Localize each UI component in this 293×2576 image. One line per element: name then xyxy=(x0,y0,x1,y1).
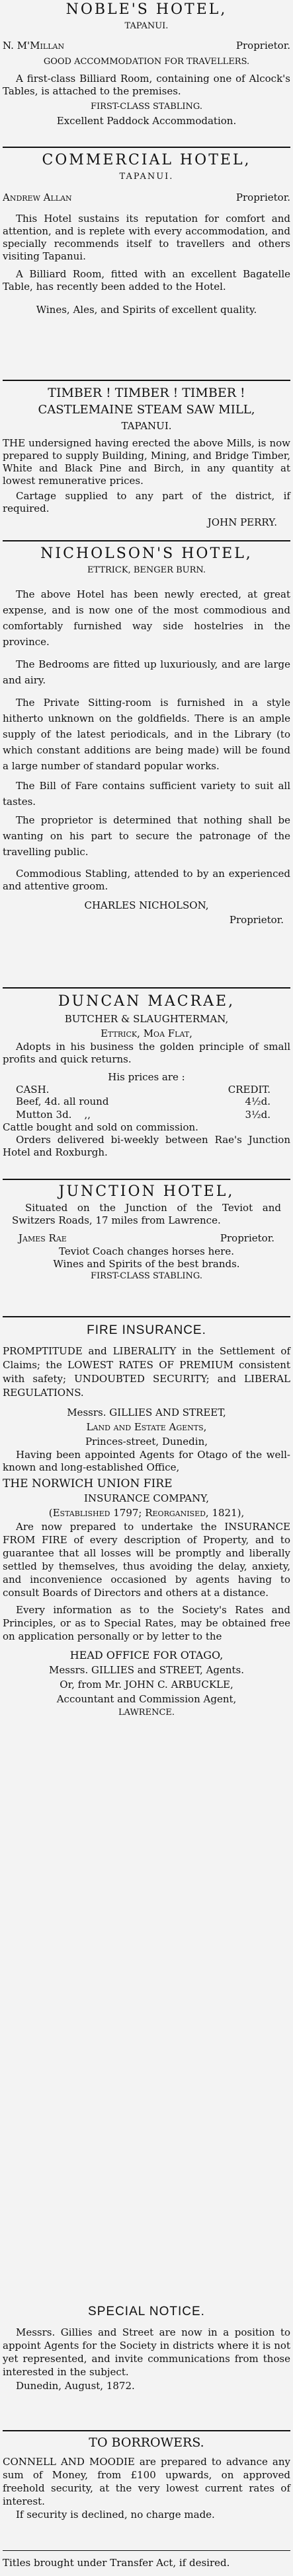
nicholson-p4: The Bill of Fare contains sufficient variety to suit all tastes. xyxy=(3,780,290,808)
special-date: Dunedin, August, 1872. xyxy=(16,2380,135,2392)
divider xyxy=(3,380,290,381)
commercial-hotel-place: TAPANUI. xyxy=(119,172,174,182)
special-header: SPECIAL NOTICE. xyxy=(88,2305,205,2318)
junction-hotel-ad xyxy=(3,1182,290,1282)
borrowers-titles-ad xyxy=(3,2556,290,2570)
fire-arbuckle: Or, from Mr. JOHN C. ARBUCKLE, xyxy=(60,1679,233,1690)
nicholson-hotel-ad xyxy=(3,544,290,927)
nobles-tagline: GOOD ACCOMMODATION FOR TRAVELLERS. xyxy=(43,57,250,67)
fire-accountant: Accountant and Commission Agent, xyxy=(56,1693,237,1705)
fire-information: Every information as to the Society's Rates and Principles, or as to Special Rates, may be obtained free on application personally or by letter to the xyxy=(3,1604,290,1642)
fire-prepared: Are now prepared to undertake the INSURANCE FROM FIRE of every description of Property, and to guarantee that all losses will be promptly and liberally settled by themselves, thus avoiding the delay, anxiety, and inconvenience occasioned by agents having to consult Boards of Directors and others at a distance. xyxy=(3,1521,290,1599)
fire-company-name: THE NORWICH UNION FIRE xyxy=(3,1477,173,1490)
timber-mill-title: CASTLEMAINE STEAM SAW MILL, xyxy=(38,403,255,417)
timber-header: TIMBER ! TIMBER ! TIMBER ! xyxy=(48,386,245,400)
fire-agents-2: Messrs. GILLIES and STREET, Agents. xyxy=(48,1664,245,1676)
commercial-proprietor-name: Andrew Allan xyxy=(3,191,72,203)
divider xyxy=(3,1316,290,1317)
nobles-proprietor-line xyxy=(3,38,290,53)
macrae-price-row-mutton xyxy=(3,1108,290,1121)
macrae-trade: BUTCHER & SLAUGHTERMAN, xyxy=(64,1013,229,1025)
fire-appointed: Having been appointed Agents for Otago of the well-known and long-established Office, xyxy=(3,1449,290,1473)
borrowers-ad xyxy=(3,2434,290,2521)
junction-hotel-title: JUNCTION HOTEL, xyxy=(58,1183,235,1200)
nicholson-signature: CHARLES NICHOLSON, xyxy=(84,899,209,911)
nobles-proprietor-name: N. M'Millan xyxy=(3,40,65,52)
borrowers-header: TO BORROWERS. xyxy=(89,2435,204,2450)
junction-wines: Wines and Spirits of the best brands. xyxy=(53,1258,240,1270)
divider xyxy=(3,987,290,989)
nicholson-p5: The proprietor is determined that nothing shall be wanting on his part to secure the patronage of the travelling public. xyxy=(3,814,290,858)
macrae-commission: Cattle bought and sold on commission. xyxy=(3,1121,198,1133)
macrae-butcher-ad xyxy=(3,992,290,1159)
fire-company-name-2: INSURANCE COMPANY, xyxy=(84,1492,209,1504)
junction-location: Situated on the Junction of the Teviot and Switzers Roads, 17 miles from Lawrence. xyxy=(12,1202,281,1226)
commercial-hotel-title: COMMERCIAL HOTEL, xyxy=(42,152,251,168)
divider xyxy=(3,2430,290,2431)
nobles-hotel-place: TAPANUI. xyxy=(124,21,169,31)
junction-proprietor-name: James Rae xyxy=(19,1232,67,1244)
timber-description: THE undersigned having erected the above Mills, is now prepared to supply Building, Mining, and Bridge Timber, White and Black Pine and Birch, in any quantity at lowest remunerative prices. xyxy=(3,437,290,487)
junction-proprietor-line xyxy=(3,1231,290,1245)
special-text: Messrs. Gillies and Street are now in a position to appoint Agents for the Society in districts where it is not yet represented, and invite communications from those interested in the subject. xyxy=(3,2326,290,2378)
nicholson-hotel-place: ETTRICK, BENGER BURN. xyxy=(87,565,206,575)
nicholson-p1: The above Hotel has been newly erected, at great expense, and is now one of the most commodious and comfortably furnished way side hostelries in the province. xyxy=(3,588,290,648)
borrowers-text: CONNELL AND MOODIE are prepared to advance any sum of Money, from £100 upwards, on approved freehold security, at the very lowest current rates of interest. xyxy=(3,2456,290,2507)
fire-established: (Established 1797; Reorganised, 1821), xyxy=(48,1507,245,1519)
commercial-hotel-ad xyxy=(3,151,290,317)
macrae-principle: Adopts in his business the golden principle of small profits and quick returns. xyxy=(3,1041,290,1065)
macrae-title: DUNCAN MACRAE, xyxy=(58,993,235,1010)
junction-proprietor-title: Proprietor. xyxy=(220,1232,274,1244)
borrowers-declined: If security is declined, no charge made. xyxy=(16,2509,215,2521)
nobles-hotel-ad xyxy=(3,0,290,128)
commercial-wines: Wines, Ales, and Spirits of excellent quality. xyxy=(36,304,257,316)
macrae-price-row-beef xyxy=(3,1095,290,1108)
nobles-hotel-title: NOBLE'S HOTEL, xyxy=(65,1,228,18)
commercial-proprietor-line xyxy=(3,190,290,205)
timber-ad xyxy=(3,384,290,530)
macrae-col-cash: CASH. xyxy=(16,1084,50,1096)
fire-street: Princes-street, Dunedin, xyxy=(85,1436,208,1447)
timber-signature: JOHN PERRY. xyxy=(207,516,277,528)
macrae-col-credit: CREDIT. xyxy=(228,1084,271,1096)
commercial-billiard-text: A Billiard Room, fitted with an excellent Bagatelle Table, has recently been added to the Hotel. xyxy=(3,268,290,293)
junction-stabling: FIRST-CLASS STABLING. xyxy=(91,1271,202,1281)
timber-place: TAPANUI. xyxy=(121,420,172,432)
nobles-billiard-text: A first-class Billiard Room, containing one of Alcock's Tables, is attached to the premises. xyxy=(3,73,290,97)
commercial-description: This Hotel sustains its reputation for comfort and attention, and is replete with every accommodation, and specially recommends itself to travellers and others visiting Tapanui. xyxy=(3,213,290,262)
fire-header: FIRE INSURANCE. xyxy=(87,1323,206,1337)
nobles-paddock: Excellent Paddock Accommodation. xyxy=(56,115,237,127)
macrae-mutton: Mutton 3d. ,, xyxy=(16,1109,91,1121)
divider xyxy=(3,1179,290,1180)
fire-agents-sub: Land and Estate Agents, xyxy=(86,1421,207,1433)
macrae-beef-credit: 4½d. xyxy=(245,1096,271,1107)
macrae-orders: Orders delivered bi-weekly between Rae's Junction Hotel and Roxburgh. xyxy=(3,1134,290,1158)
commercial-proprietor-title: Proprietor. xyxy=(235,191,290,203)
macrae-place: Ettrick, Moa Flat, xyxy=(101,1027,192,1039)
timber-cartage: Cartage supplied to any part of the district, if required. xyxy=(3,490,290,514)
macrae-price-header xyxy=(3,1084,290,1095)
divider xyxy=(3,147,290,148)
fire-insurance-ad xyxy=(3,1322,290,1720)
fire-agents: Messrs. GILLIES AND STREET, xyxy=(67,1407,226,1418)
nicholson-sign-title: Proprietor. xyxy=(229,914,284,926)
nicholson-stabling: Commodious Stabling, attended to by an experienced and attentive groom. xyxy=(3,868,290,892)
fire-promptitude: PROMPTITUDE and LIBERALITY in the Settlement of Claims; the LOWEST RATES OF PREMIUM consistent with safety; UNDOUBTED SECURITY; and LIBERAL REGULATIONS. xyxy=(3,1345,290,1399)
nicholson-hotel-title: NICHOLSON'S HOTEL, xyxy=(40,545,253,562)
macrae-mutton-credit: 3½d. xyxy=(245,1109,271,1121)
nobles-stabling: FIRST-CLASS STABLING. xyxy=(91,102,202,112)
divider xyxy=(3,2550,290,2551)
divider xyxy=(3,540,290,541)
nicholson-p3: The Private Sitting-room is furnished in a style hitherto unknown on the goldfields. There is an ample supply of the latest periodicals, and in the Library (to which constant additions are being made) will be found a large number of standard popular works. xyxy=(3,697,290,772)
fire-lawrence: LAWRENCE. xyxy=(118,1708,175,1718)
borrowers-titles: Titles brought under Transfer Act, if desired. xyxy=(3,2557,230,2569)
nicholson-p2: The Bedrooms are fitted up luxuriously, and are large and airy. xyxy=(3,658,290,686)
fire-head-office: HEAD OFFICE FOR OTAGO, xyxy=(69,1649,224,1661)
junction-coach: Teviot Coach changes horses here. xyxy=(59,1245,234,1257)
macrae-prices-label: His prices are : xyxy=(108,1071,185,1083)
special-notice-ad xyxy=(3,2303,290,2393)
nobles-proprietor-title: Proprietor. xyxy=(235,40,290,52)
macrae-beef: Beef, 4d. all round xyxy=(16,1096,109,1107)
